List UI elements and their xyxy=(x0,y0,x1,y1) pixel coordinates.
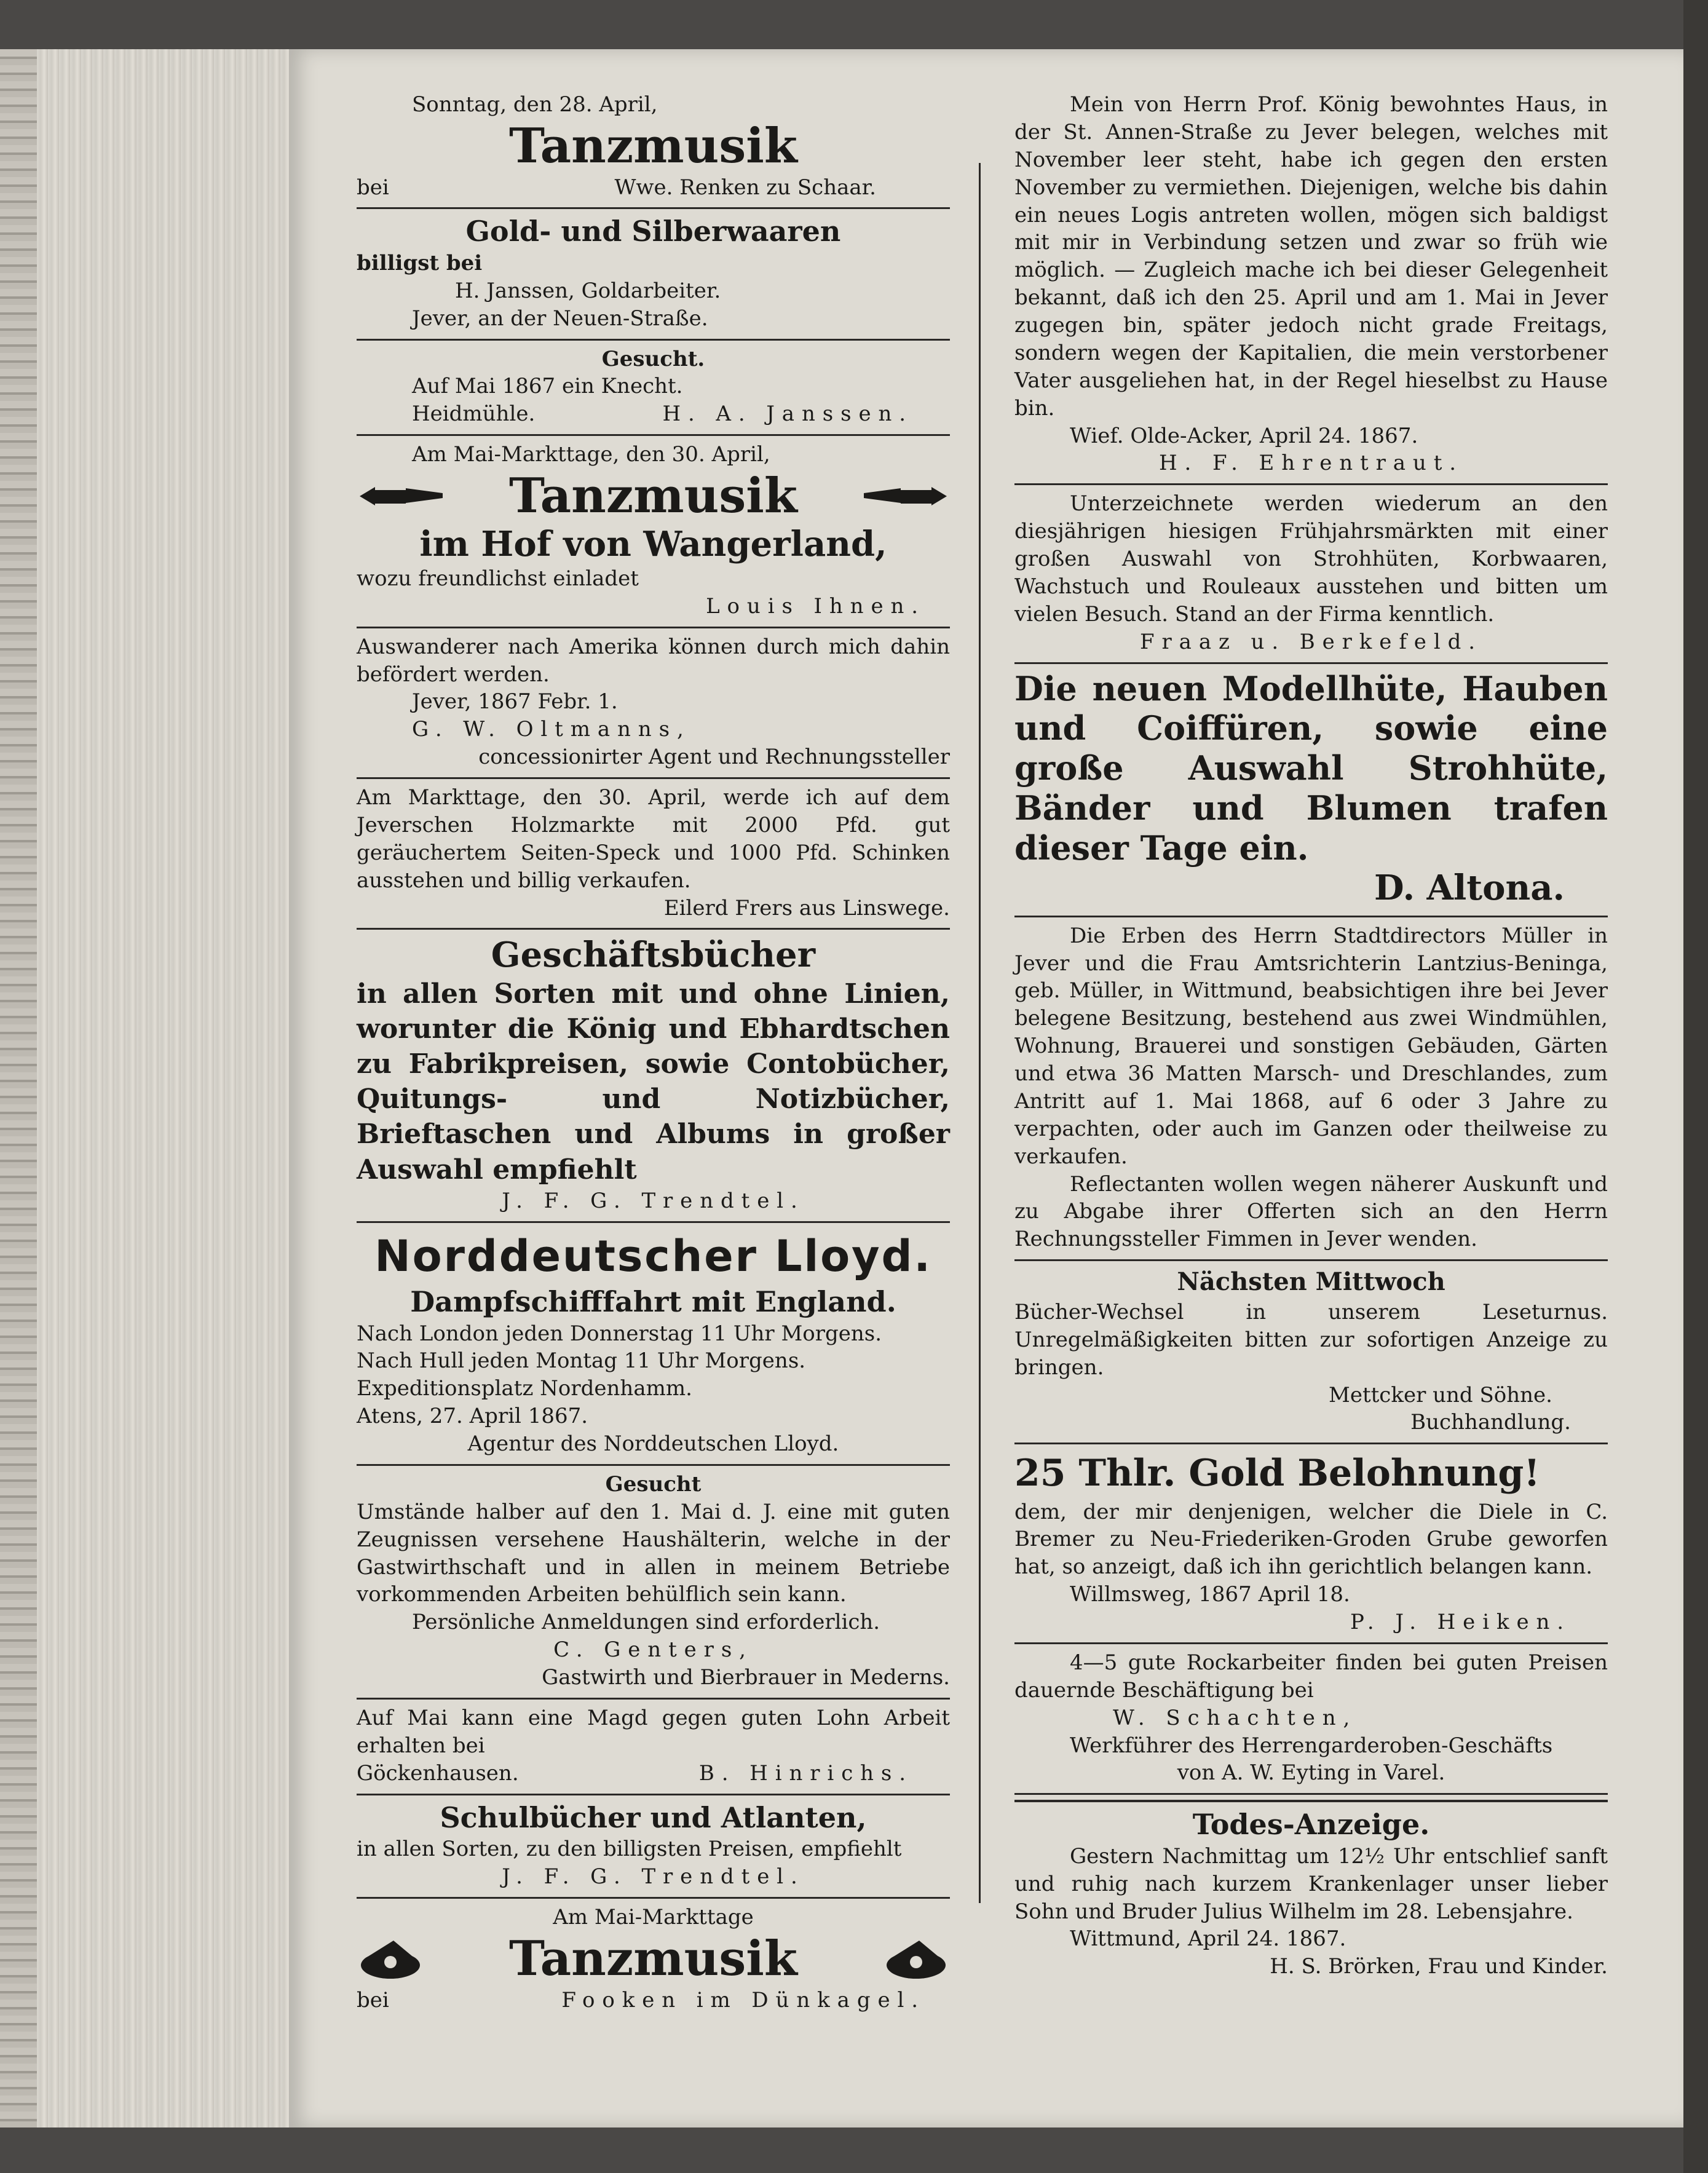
ad-text: Die neuen Modellhüte, Hauben und Coiffüren, sowie eine große Auswahl Strohhüte, Bänder und Blumen trafen dieser Tage ein. xyxy=(1014,668,1608,868)
ad-gold-silber xyxy=(357,209,950,340)
ad-sign: Agentur des Norddeutschen Lloyd. xyxy=(467,1431,839,1457)
ad-text: Auf Mai kann eine Magd gegen guten Lohn Arbeit erhalten bei xyxy=(357,1705,950,1758)
ad-role: Gastwirth und Bierbrauer in Mederns. xyxy=(542,1665,950,1690)
ad-date: Willmsweg, 1867 April 18. xyxy=(1070,1582,1350,1607)
ad-title: Gesucht. xyxy=(601,346,705,371)
ad-title: Nächsten Mittwoch xyxy=(1177,1267,1445,1297)
ad-haus-vermieten xyxy=(1014,86,1608,485)
ad-strohhuete xyxy=(1014,485,1608,663)
ad-gesucht-haushaelterin xyxy=(357,1466,950,1700)
ad-belohnung xyxy=(1014,1444,1608,1644)
ad-schulbuecher xyxy=(357,1795,950,1899)
ad-gesucht-knecht xyxy=(357,341,950,437)
ad-text: Die Erben des Herrn Stadtdirectors Müller in Jever und die Frau Amtsrichterin Lantzius-Beninga, geb. Müller, in Wittmund, beabsichtigen ihre bei Jever belegene Besitzung, bestehend aus zwei Windmühlen, Wohnung, Brauerei und sonstigen Gebäuden, Gärten und etwa 36 Matten Marsch- und Dreschlandes, zum Antritt auf 1. Mai 1868, auf 6 oder 3 Jahre zu verpachten, oder auch im Ganzen oder theilweise zu verkaufen. xyxy=(1014,923,1608,1169)
ad-tanzmusik-schaar xyxy=(357,86,950,209)
ad-date: Wittmund, April 24. 1867. xyxy=(1070,1926,1346,1952)
ad-date-line: Am Mai-Markttage xyxy=(553,1904,754,1930)
ad-geschaeftsbuecher xyxy=(357,930,950,1222)
ad-host: Wwe. Renken zu Schaar. xyxy=(614,175,876,200)
ad-text: in allen Sorten, zu den billigsten Preisen, empfiehlt xyxy=(357,1837,902,1862)
ad-line: Nach London jeden Donnerstag 11 Uhr Morgens. xyxy=(357,1321,882,1346)
ad-bei: bei xyxy=(357,175,389,200)
ad-date: Jever, 1867 Febr. 1. xyxy=(412,689,618,714)
ad-role: Buchhandlung. xyxy=(1410,1410,1571,1435)
ad-role: Werkführer des Herrengarderoben-Geschäfts xyxy=(1070,1733,1553,1758)
ad-date-line: Am Mai-Markttage, den 30. April, xyxy=(412,442,770,467)
book-page-edges xyxy=(37,49,293,2127)
ad-title: Geschäftsbücher xyxy=(491,935,816,976)
ad-name: H. S. Brörken, Frau und Kinder. xyxy=(1270,1954,1608,1979)
ad-text: 4—5 gute Rockarbeiter finden bei guten Preisen dauernde Beschäftigung bei xyxy=(1014,1650,1608,1703)
next-page-edge xyxy=(1683,0,1708,2173)
ad-name: Louis Ihnen. xyxy=(706,593,925,619)
pointing-hand-left-icon xyxy=(858,475,950,518)
ad-title: Todes-Anzeige. xyxy=(1192,1808,1430,1842)
ad-text: Am Markttage, den 30. April, werde ich auf dem Jeverschen Holzmarkte mit 2000 Pfd. gut geräuchertem Seiten-Speck und 1000 Pfd. Schinken ausstehen und billig verkaufen. xyxy=(357,785,950,893)
ad-name: H. A. Janssen. xyxy=(662,402,913,427)
ad-text: Reflectanten wollen wegen näherer Auskunft und zu Abgabe ihrer Offerten sich an den Herrn Rechnungssteller Fimmen in Jever wenden. xyxy=(1014,1171,1608,1252)
ad-line: wozu freundlichst einladet xyxy=(357,566,639,591)
ad-speck xyxy=(357,779,950,930)
ad-title: Gesucht xyxy=(605,1471,702,1497)
dancing-shoes-icon xyxy=(882,1931,950,1987)
ad-tanzmusik-wangerland xyxy=(357,436,950,628)
dancing-shoes-icon xyxy=(357,1931,424,1987)
ad-text: Umstände halber auf den 1. Mai d. J. eine mit guten Zeugnissen versehene Haushälterin, welche in der Gastwirthschaft und in allen in meinem Betriebe vorkommenden Arbeiten behülflich sein kann. xyxy=(357,1499,950,1607)
ad-rockarbeiter xyxy=(1014,1644,1608,1795)
ad-text: Auswanderer nach Amerika können durch mich dahin befördert werden. xyxy=(357,634,950,687)
ad-date: Wief. Olde-Acker, April 24. 1867. xyxy=(1070,423,1418,448)
ad-line: Persönliche Anmeldungen sind erforderlich. xyxy=(412,1610,880,1635)
ad-line: Expeditionsplatz Nordenhamm. xyxy=(357,1376,692,1401)
ad-host: Fooken im Dünkagel. xyxy=(561,1987,925,2013)
ad-name: D. Altona. xyxy=(1374,868,1565,909)
ad-name: Mettcker und Söhne. xyxy=(1329,1382,1552,1407)
ad-line: Nach Hull jeden Montag 11 Uhr Morgens. xyxy=(357,1348,806,1374)
ad-title: Tanzmusik xyxy=(509,1930,797,1987)
ad-name: W. Schachten, xyxy=(1113,1705,1358,1730)
right-column xyxy=(1014,86,1608,1987)
ad-besitzung xyxy=(1014,917,1608,1262)
ad-todesanzeige xyxy=(1014,1800,1608,1987)
ad-text: dem, der mir denjenigen, welcher die Diele in C. Bremer zu Neu-Friederiken-Groden Grube geworfen hat, so anzeigt, daß ich ihn gerichtlich belangen kann. xyxy=(1014,1499,1608,1580)
ad-line: Auf Mai 1867 ein Knecht. xyxy=(412,374,683,399)
ad-auswanderer xyxy=(357,628,950,779)
ad-title: Gold- und Silberwaaren xyxy=(465,215,841,248)
column-divider xyxy=(979,163,981,1903)
ad-name: J. F. G. Trendtel. xyxy=(502,1864,805,1889)
ad-title: Schulbücher und Atlanten, xyxy=(440,1800,867,1834)
ad-date: Atens, 27. April 1867. xyxy=(357,1404,588,1429)
ad-subtitle: Dampfschifffahrt mit England. xyxy=(410,1285,896,1319)
ad-name: Eilerd Frers aus Linswege. xyxy=(663,895,950,920)
ad-line: billigst bei xyxy=(357,250,483,275)
ad-text: in allen Sorten mit und ohne Linien, worunter die König und Ebhardtschen zu Fabrikpreisen, sowie Contobücher, Quitungs- und Notizbücher, Brieftaschen und Albums in großer Auswahl empfiehlt xyxy=(357,978,950,1185)
ad-name: H. Janssen, Goldarbeiter. xyxy=(455,278,721,303)
ad-text: Gestern Nachmittag um 12½ Uhr entschlief sanft und ruhig nach kurzem Krankenlager unser lieber Sohn und Bruder Julius Wilhelm im 28. Lebensjahre. xyxy=(1014,1843,1608,1924)
ad-name: Fraaz u. Berkefeld. xyxy=(1140,629,1482,654)
ad-text: Unterzeichnete werden wiederum an den diesjährigen hiesigen Frühjahrsmärkten mit einer großen Auswahl von Strohhüten, Korbwaaren, Wachstuch und Rouleaux ausstehen und bitten um vielen Besuch. Stand an der Firma kenntlich. xyxy=(1014,491,1608,627)
ad-title: 25 Thlr. Gold Belohnung! xyxy=(1014,1452,1540,1495)
ad-place: Jever, an der Neuen-Straße. xyxy=(412,306,708,331)
ad-name: C. Genters, xyxy=(553,1637,753,1663)
ad-name: H. F. Ehrentraut. xyxy=(1158,451,1464,476)
ad-magd xyxy=(357,1700,950,1795)
ad-title: Norddeutscher Lloyd. xyxy=(374,1230,932,1281)
ad-bei: bei xyxy=(357,1987,389,2013)
ad-role: concessionirter Agent und Rechnungssteller xyxy=(478,745,950,770)
ad-name: P. J. Heiken. xyxy=(1350,1610,1571,1635)
ad-place: Heidmühle. xyxy=(412,402,536,427)
ad-norddeutscher-lloyd xyxy=(357,1223,950,1466)
ad-naechsten-mittwoch xyxy=(1014,1261,1608,1444)
ad-place: Göckenhausen. xyxy=(357,1760,519,1786)
ad-title: Tanzmusik xyxy=(509,117,797,174)
pointing-hand-right-icon xyxy=(357,475,449,518)
ad-tanzmusik-duenkagel xyxy=(357,1899,950,2021)
left-column xyxy=(357,86,950,2021)
ad-text: Bücher-Wechsel in unserem Leseturnus. Unregelmäßigkeiten bitten zur sofortigen Anzeige zu bringen. xyxy=(1014,1299,1608,1380)
ad-subtitle: im Hof von Wangerland, xyxy=(419,523,887,564)
ad-title: Tanzmusik xyxy=(509,468,797,524)
ad-text: Mein von Herrn Prof. König bewohntes Haus, in der St. Annen-Straße zu Jever belegen, welches mit November leer steht, habe ich gegen den ersten November zu vermiethen. Diejenigen, welche bis dahin ein neues Logis antreten wollen, mögen sich baldigst mit mir in Verbindung setzen und zwar so früh wie möglich. — Zugleich mache ich bei dieser Gelegenheit bekannt, daß ich den 25. April und am 1. Mai in Jever zugegen bin, später jedoch nicht grade Freitags, sondern wegen der Kapitalien, die mein verstorbener Vater ausgeliehen hat, in der Regel hieselbst zu Hause bin. xyxy=(1014,92,1608,421)
ad-name: J. F. G. Trendtel. xyxy=(502,1188,805,1213)
ad-date-line: Sonntag, den 28. April, xyxy=(412,92,658,117)
ad-modellhuete xyxy=(1014,664,1608,917)
ad-name: B. Hinrichs. xyxy=(698,1760,913,1786)
ad-name: G. W. Oltmanns, xyxy=(412,717,691,742)
ad-role: von A. W. Eyting in Varel. xyxy=(1177,1760,1445,1786)
